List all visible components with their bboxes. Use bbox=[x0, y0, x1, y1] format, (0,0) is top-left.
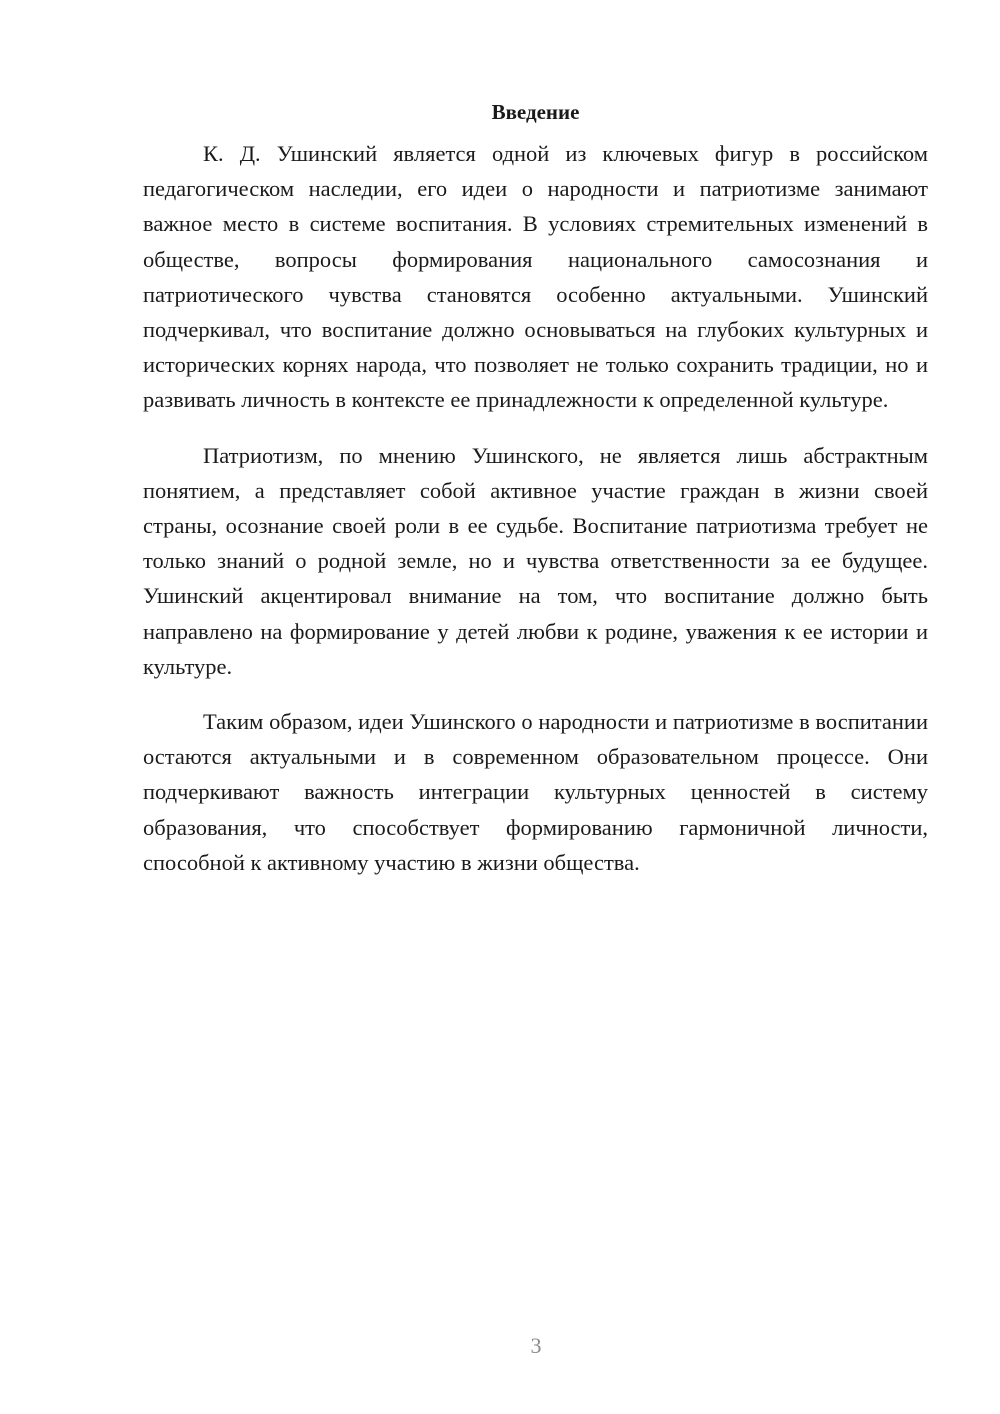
page-number: 3 bbox=[530, 1333, 542, 1358]
section-heading: Введение bbox=[491, 100, 580, 124]
paragraph-2: Патриотизм, по мнению Ушинского, не является лишь абстрактным понятием, а представляет собой активное участие граждан в жизни своей страны, осознание своей роли в ее судьбе. Воспитание патриотизма требует не только знаний о родной земле, но и чувства ответственности за ее будущее. Ушинский акцентировал внимание на том, что воспитание должно быть направлено на формирование у детей любви к родине, уважения к ее истории и культуре. bbox=[143, 442, 928, 679]
paragraph-3: Таким образом, идеи Ушинского о народности и патриотизме в воспитании остаются актуальными и в современном образовательном процессе. Они подчеркивают важность интеграции культурных ценностей в систему образования, что способствует формированию гармоничной личности, способной к активному участию в жизни общества. bbox=[143, 709, 928, 875]
paragraph-1: К. Д. Ушинский является одной из ключевых фигур в российском педагогическом наследии, его идеи о народности и патриотизме занимают важное место в системе воспитания. В условиях стремительных изменений в обществе, вопросы формирования национального самосознания и патриотического чувства становятся особенно актуальными. Ушинский подчеркивал, что воспитание должно основываться на глубоких культурных и исторических корнях народа, что позволяет не только сохранить традиции, но и развивать личность в контексте ее принадлежности к определенной культуре. bbox=[143, 141, 928, 413]
page-content bbox=[143, 96, 928, 880]
